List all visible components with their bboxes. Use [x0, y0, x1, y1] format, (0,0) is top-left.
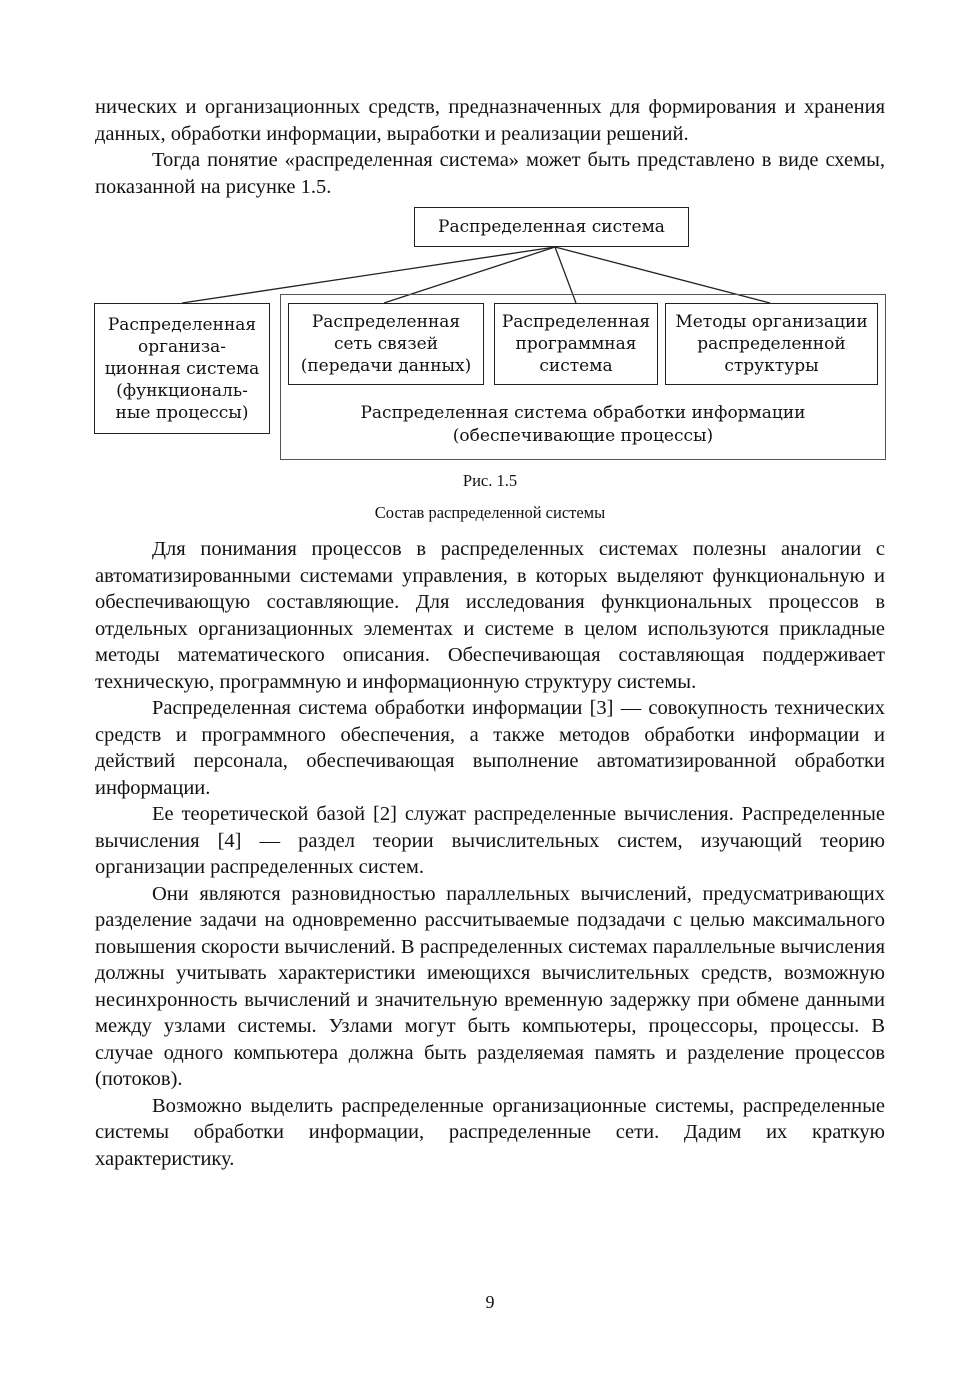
paragraph: Ее теоретической базой [2] служат распределенные вычисления. Распределенные вычисления [4] — раздел теории вычислительных систем, изучающий теорию организации распределенных систем. [95, 803, 885, 878]
box-line: Методы организации [675, 312, 868, 332]
box-line: Распределенная [311, 312, 461, 332]
paragraph: Возможно выделить распределенные организационные системы, распределенные системы обработки информации, распределенные сети. Дадим их краткую характеристику. [95, 1094, 885, 1170]
figure-number: Рис. 1.5 [462, 471, 518, 490]
box-line: Распределенная система обработки информации [360, 403, 806, 423]
figure-title: Состав распределенной системы [374, 503, 606, 522]
figure-diagram [0, 0, 980, 470]
box-line: (обеспечивающие процессы) [452, 426, 714, 446]
box-line: Распределенная [107, 314, 257, 335]
org-system-box [94, 303, 270, 434]
box-line: (функциональ- [116, 380, 248, 401]
box-line: распределенной [697, 334, 846, 354]
box-line: ные процессы) [115, 402, 249, 423]
paragraph: Они являются разновидностью параллельных вычислений, предусматривающих разделение задачи на одновременно рассчитываемые подзадачи с целью максимального повышения скорости вычислений. В распределенных системах параллельные вычисления должны учитывать характеристики имеющихся вычислительных средств, возможную несинхронность вычислений и значительную временную задержку при обмене данными между узлами системы. Узлами могут быть компьютеры, процессоры, процессы. В случае одного компьютера должна быть разделяемая память и разделение процессов (потоков). [95, 882, 885, 1090]
box-line: организа- [138, 336, 226, 357]
box-line: система [539, 356, 613, 376]
page-number: 9 [485, 1292, 495, 1312]
box-line: ционная система [104, 358, 260, 379]
paragraph: Тогда понятие «распределенная система» может быть представлено в виде схемы, показанной на рисунке 1.5. [95, 149, 885, 198]
processing-system-label [284, 402, 882, 448]
box-line: Распределенная [501, 312, 651, 332]
root-label: Распределенная система [438, 217, 665, 237]
paragraph: нических и организационных средств, предназначенных для формирования и хранения данных, обработки информации, выработки и реализации решений. [95, 96, 885, 145]
box-line: программная [515, 334, 637, 354]
box-line: структуры [724, 356, 819, 376]
network-box [288, 303, 484, 385]
methods-box [665, 303, 878, 385]
root-box [414, 207, 689, 247]
box-line: сеть связей [333, 334, 439, 354]
body-text [95, 536, 885, 1172]
box-line: (передачи данных) [300, 356, 472, 376]
paragraph: Распределенная система обработки информации [3] — совокупность технических средств и программного обеспечения, а также методов обработки информации и действий персонала, обеспечивающая выполнение автоматизированной обработки информации. [95, 697, 885, 799]
software-box [494, 303, 658, 385]
paragraph: Для понимания процессов в распределенных системах полезны аналогии с автоматизированными системами управления, в которых выделяют функциональную и обеспечивающую составляющие. Для исследования функциональных процессов в отдельных организационных элементах и системе в целом используются прикладные методы математического описания. Обеспечивающая составляющая поддерживает техническую, программную и информационную структуру системы. [95, 538, 885, 693]
